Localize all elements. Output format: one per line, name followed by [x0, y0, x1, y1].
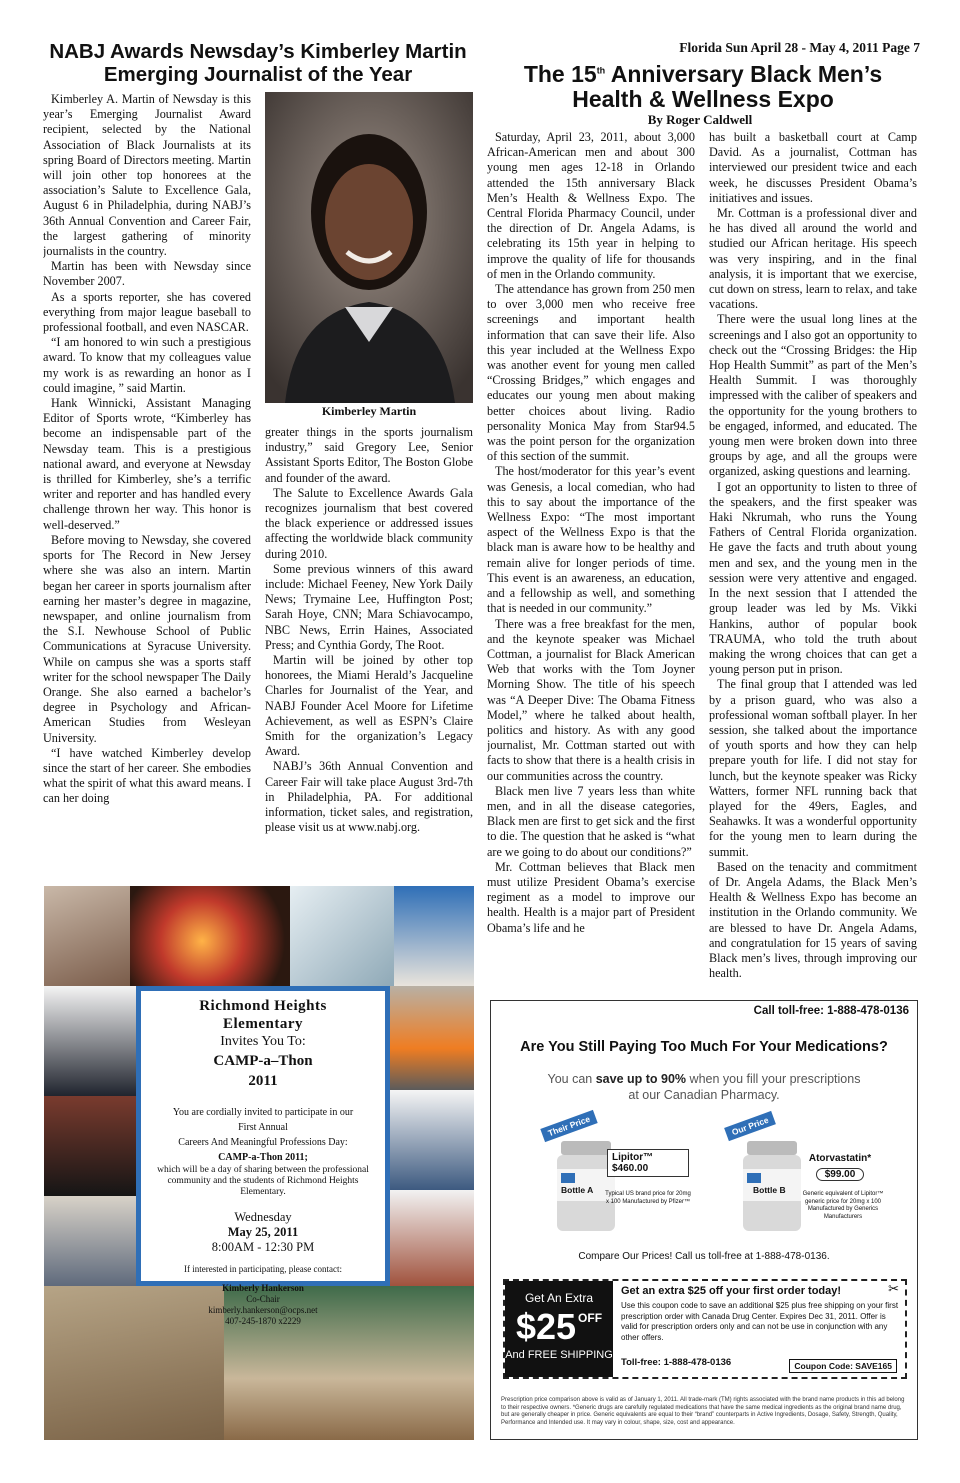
drug-b-name: Atorvastatin*	[808, 1153, 872, 1164]
paragraph: As a sports reporter, she has covered everything from major league baseball to professional football, and even NASCAR.	[43, 289, 251, 335]
photo-businessman	[44, 1196, 136, 1286]
byline: By Roger Caldwell	[647, 112, 753, 127]
compare-line: Compare Our Prices! Call us toll-free at 1-888-478-0136.	[578, 1251, 830, 1262]
paragraph: NABJ’s 36th Annual Convention and Career Fair will take place August 3rd-7th in Philadelphia, PA. For additional information, ticket sales, and registration, please visit us at www.nabj.org.	[265, 759, 473, 835]
paragraph: “I am honored to win such a prestigious award. To know that my colleagues value my work is as rewarding an honor as I could imagine, ” said Martin.	[43, 335, 251, 395]
portrait-caption: Kimberley Martin	[321, 404, 417, 418]
our-price-tag: Our Price	[724, 1111, 776, 1141]
their-price-tag: Their Price	[540, 1110, 597, 1142]
paragraph: The Salute to Excellence Awards Gala recognizes journalism that best covered the black experience or addressed issues affecting the worldwide black community during 2010.	[265, 485, 473, 561]
event-name: CAMP-a–Thon	[213, 1053, 313, 1069]
invitation-box	[136, 986, 390, 1326]
photo-firefighters	[130, 886, 290, 986]
headline-part: Anniversary Black Men’s	[605, 61, 883, 87]
photo-veterinarian	[394, 886, 474, 986]
left-headline-line-1: NABJ Awards Newsday’s Kimberley Martin	[49, 40, 467, 63]
free-shipping: And FREE SHIPPING	[505, 1349, 613, 1361]
photo-photographer	[390, 1190, 474, 1286]
coupon-title: Get an extra $25 off your first order today!	[621, 1285, 842, 1297]
paragraph: There were the usual long lines at the screenings and I also got an opportunity to check out the “Crossing Bridges: the Hip Hop Health Summit” as part of the Men’s Health Summit. I was thoroughly impressed with the caliber of speakers and the opportunity for the young brothers to be engaged, informed, and educated. The young men were broken down into three groups by age, and all the groups were organized, asking questions and learning.	[709, 312, 917, 479]
coupon-code: Coupon Code: SAVE165	[789, 1359, 897, 1373]
contact-email: kimberly.hankerson@ocps.net	[208, 1305, 318, 1315]
event-description: which will be a day of sharing between the professional community and the students of Richmond Heights Elementary.	[157, 1165, 369, 1197]
coupon-amount: $25	[515, 1306, 577, 1347]
paragraph: Hank Winnicki, Assistant Managing Editor of Sports wrote, “Kimberley has become an indispensable part of the Newsday team. This is a prestigious national award, and everyone at Newsday is thrilled for Kimberley, she’s a terrific writer and reporter and has handled every challenge thrown her way. This honor is well-deserved.”	[43, 396, 251, 532]
pharmacy-subhead	[491, 1071, 917, 1103]
paragraph: Saturday, April 23, 2011, about 3,000 African-American men and about 300 young men ages 12-18 in Orlando attended the 15th anniversary Black Men’s Health & Wellness Expo. The Central Florida Pharmacy Council, under the direction of Dr. Angela Adams, is celebrating its 15th year in helping to improve the quality of life for thousands of men in the Orlando community.	[487, 130, 695, 281]
atorvastatin-price	[797, 1153, 883, 1182]
paragraph: Mr. Cottman is a professional diver and he has dived all around the world and studied our African heritage. His speech was very inspiring, and in the final analysis, it is important that we exercise, cut down on stress, learn to relax, and take vacations.	[709, 206, 917, 312]
contact-phone: 407-245-1870 x2229	[225, 1316, 301, 1326]
paragraph: has built a basketball court at Camp David. As a journalist, Cottman has interviewed our president twice and each week, he discusses President Obama’s initiatives and issues.	[709, 130, 917, 205]
coupon-amount-row	[505, 1305, 613, 1349]
left-headline	[40, 40, 476, 86]
right-headline-line-2: Health & Wellness Expo	[572, 86, 834, 112]
right-headline	[486, 62, 920, 112]
get-an-extra: Get An Extra	[524, 1291, 594, 1305]
drug-b-price: $99.00	[816, 1168, 865, 1181]
coupon-offer-panel	[505, 1281, 613, 1377]
event-date: May 25, 2011	[227, 1225, 299, 1239]
camp-a-thon-label: CAMP-a-Thon 2011;	[218, 1152, 308, 1163]
subhead-savings: save up to 90%	[595, 1072, 687, 1086]
paragraph: Mr. Cottman believes that Black men must utilize President Obama’s exercise regiment as a model to improve our health. Health is a major part of President Obama’s life and he	[487, 859, 695, 935]
pharmacy-headline: Are You Still Paying Too Much For Your Medications?	[520, 1039, 888, 1055]
invite-line-1: You are cordially invited to participate in our	[172, 1107, 354, 1118]
paragraph: Black men live 7 years less than white men, and in all the disease categories, Black men are first to get sick and the first to die. The question that he asked is “what are we going to do about our conditions?”	[487, 783, 695, 859]
school-name-line-2: Elementary	[223, 1016, 303, 1032]
drug-b-note: Generic equivalent of Lipitor™ generic price for 20mg x 100 Manufactured by Generics Manufacturers	[802, 1191, 884, 1220]
coupon	[503, 1279, 907, 1379]
bottle-b-label: Bottle B	[753, 1185, 786, 1195]
school-name-line-1: Richmond Heights	[199, 998, 327, 1014]
event-year: 2011	[248, 1073, 278, 1089]
coupon-off: OFF	[578, 1311, 603, 1325]
careers-day: Careers And Meaningful Professions Day:	[178, 1137, 348, 1148]
right-headline-line-1	[486, 62, 920, 87]
left-headline-line-2: Emerging Journalist of the Year	[103, 63, 413, 86]
left-article-column-1	[43, 92, 251, 880]
event-day: Wednesday	[234, 1210, 292, 1224]
paragraph: greater things in the sports journalism industry,” said Gregory Lee, Senior Assistant Sports Editor, The Boston Globe and founder of the award.	[265, 425, 473, 485]
masthead: Florida Sun April 28 - May 4, 2011 Page 7	[679, 40, 920, 55]
right-article-column-1	[487, 130, 695, 996]
camp-a-thon-ad	[44, 886, 474, 1440]
drug-a-name: Lipitor™	[612, 1152, 654, 1163]
coupon-text: Use this coupon code to save an additional $25 plus free shipping on your first prescription order with Canada Drug Center. Expires Dec 31, 2011. Offer is valid for prescription orders only and can not be use in conjunction with any other offers.	[621, 1301, 899, 1342]
photo-police-officer	[44, 986, 136, 1096]
drug-a-note: Typical US brand price for 20mg x 100 Manufactured by Pfizer™	[605, 1191, 691, 1205]
paragraph: Martin will be joined by other top honorees, the Miami Herald’s Jacqueline Charles for Journalist of the Year, and NABJ Founder Acel Moore for Lifetime Achievement, as well as ESPN’s Claire Smith for the organization’s Legacy Award.	[265, 653, 473, 759]
pharmacy-call-line: Call toll-free: 1-888-478-0136	[753, 1005, 909, 1017]
contact-intro: If interested in participating, please contact:	[184, 1264, 342, 1274]
photo-lab-worker	[290, 886, 394, 986]
fine-print: Prescription price comparison above is valid as of January 1, 2011. All trade-mark (TM) rights associated with the brand name products in this ad belong to their respective owners. *Generic drugs are carefully regulated medications that have the same medical ingredients as the original brand name drug, but are generally cheaper in price. Generic equivalents are equal to their “brand” counterparts in Active Ingredients, Dosage, Safety, Strength, Quality, Performance and Intended use. It may vary in colour, shape, size, cost and appearance.	[501, 1397, 905, 1426]
drug-a-price: $460.00	[612, 1163, 649, 1174]
paragraph: Kimberley A. Martin of Newsday is this year’s Emerging Journalist Award recipient, selected by the National Association of Black Journalists at its spring Board of Directors meeting. Martin will join other top honorees at the association’s Salute to Excellence Gala, August 6 in Philadelphia, during NABJ’s 36th Annual Convention and Career Fair, the largest gathering of minority journalists in the country.	[43, 92, 251, 259]
photo-sanitation-worker	[390, 986, 474, 1090]
portrait-photo	[265, 92, 473, 403]
headline-part: The 15	[523, 61, 597, 87]
subhead-line-2: at our Canadian Pharmacy.	[628, 1088, 780, 1102]
headline-sup: th	[596, 65, 606, 76]
event-time: 8:00AM - 12:30 PM	[211, 1240, 315, 1254]
invites-line: Invites You To:	[220, 1034, 306, 1049]
photo-construction-worker	[390, 1090, 474, 1190]
bottle-a-label: Bottle A	[561, 1185, 594, 1195]
paragraph: There was a free breakfast for the men, and the keynote speaker was Michael Cottman, a journalist for Black American Web that works with the Tom Joyner Morning Show. The title of his speech was “A Deeper Dive: The Obama Fitness Model,” where he talked about health, politics and history. As with any good journalist, Mr. Cottman started out with facts to show that there is a health crisis in our communities across the country.	[487, 616, 695, 783]
photo-judge	[44, 1096, 136, 1196]
contact-name: Kimberly Hankerson	[222, 1283, 304, 1293]
left-article-column-2	[265, 425, 473, 880]
paragraph: Before moving to Newsday, she covered sports for The Record in New Jersey where she was also an intern. Martin began her career in sports journalism after earning her master’s degree in magazine, newspaper, and online journalism from the S.I. Newhouse School of Public Communications at Syracuse University. While on campus she was a sports staff writer for the school newspaper The Daily Orange. She also earned a bachelor’s degree in Psychology and African-American Studies from Wesleyan University.	[43, 532, 251, 745]
paragraph: Based on the tenacity and commitment of Dr. Angela Adams, the Black Men’s Health & Wellness Expo has become an institution in the Orlando community. We are blessed to have Dr. Angela Adams, and congratulation for 15 years of saving Black men’s lives, through improving our health.	[709, 859, 917, 981]
photo-nurse	[44, 886, 130, 986]
scissors-icon: ✂	[888, 1281, 899, 1296]
paragraph: The attendance has grown from 250 men to over 3,000 men who receive free screenings and important health information that can save their life. Also this year included at the Wellness Expo was another event for young men called “Crossing Bridges,” which engages and educates our young men about making better choices about living. Radio personality Monica May from Star94.5 was the point person for the organization of this section of the summit.	[487, 282, 695, 464]
paragraph: Some previous winners of this award include: Michael Feeney, New York Daily News; Trymaine Lee, Huffington Post; Sarah Hoye, CNN; Mara Schiavocampo, NBC News, Errin Haines, Associated Press; and Cynthia Gordy, The Root.	[265, 561, 473, 652]
paragraph: I got an opportunity to listen to three of the speakers, and the first speaker was Haki Nkrumah, who runs the Young Fathers of Central Florida organization. He gave the facts and truth about young men and sex, and the young men in the session were very attentive and engaged. In the next session that I attended the group leader was led by Ms. Vikki Hankins, author of popular book TRAUMA, who told the truth about making the wrong choices that can get a young person put in prison.	[709, 479, 917, 677]
invite-line-2: First Annual	[238, 1122, 288, 1133]
lipitor-price-box	[607, 1149, 689, 1177]
contact-title: Co-Chair	[246, 1294, 280, 1304]
subhead-part: You can	[547, 1072, 596, 1086]
coupon-tollfree: Toll-free: 1-888-478-0136	[621, 1357, 732, 1368]
pharmacy-ad	[490, 1000, 918, 1440]
paragraph: “I have watched Kimberley develop since the start of her career. She embodies what the spirit of what this award means. I can her doing	[43, 745, 251, 806]
subhead-part: when you fill your prescriptions	[686, 1072, 861, 1086]
paragraph: The final group that I attended was led by a prison guard, who was also a professional woman softball player. In her session, she talked about the importance of youth sports and how they can help prepare youth for life. I did not stay for lunch, but the keynote speaker was Ricky Watters, former NFL running back that played for the 49ers, Eagles, and Seahawks. It was a wonderful opportunity for the young men to learn during the summit.	[709, 677, 917, 859]
right-article-column-2	[709, 130, 917, 996]
paragraph: Martin has been with Newsday since November 2007.	[43, 259, 251, 289]
paragraph: The host/moderator for this year’s event was Genesis, a local comedian, who had this to say about the importance of the Wellness Expo: “The most important aspect of the Wellness Expo is that the black man is aware how to be healthy and remain alive for longer periods of time. This event is an awareness, an education, and a fellowship as well, and something that is needed in our community.”	[487, 464, 695, 616]
subhead-line-1	[491, 1071, 917, 1087]
